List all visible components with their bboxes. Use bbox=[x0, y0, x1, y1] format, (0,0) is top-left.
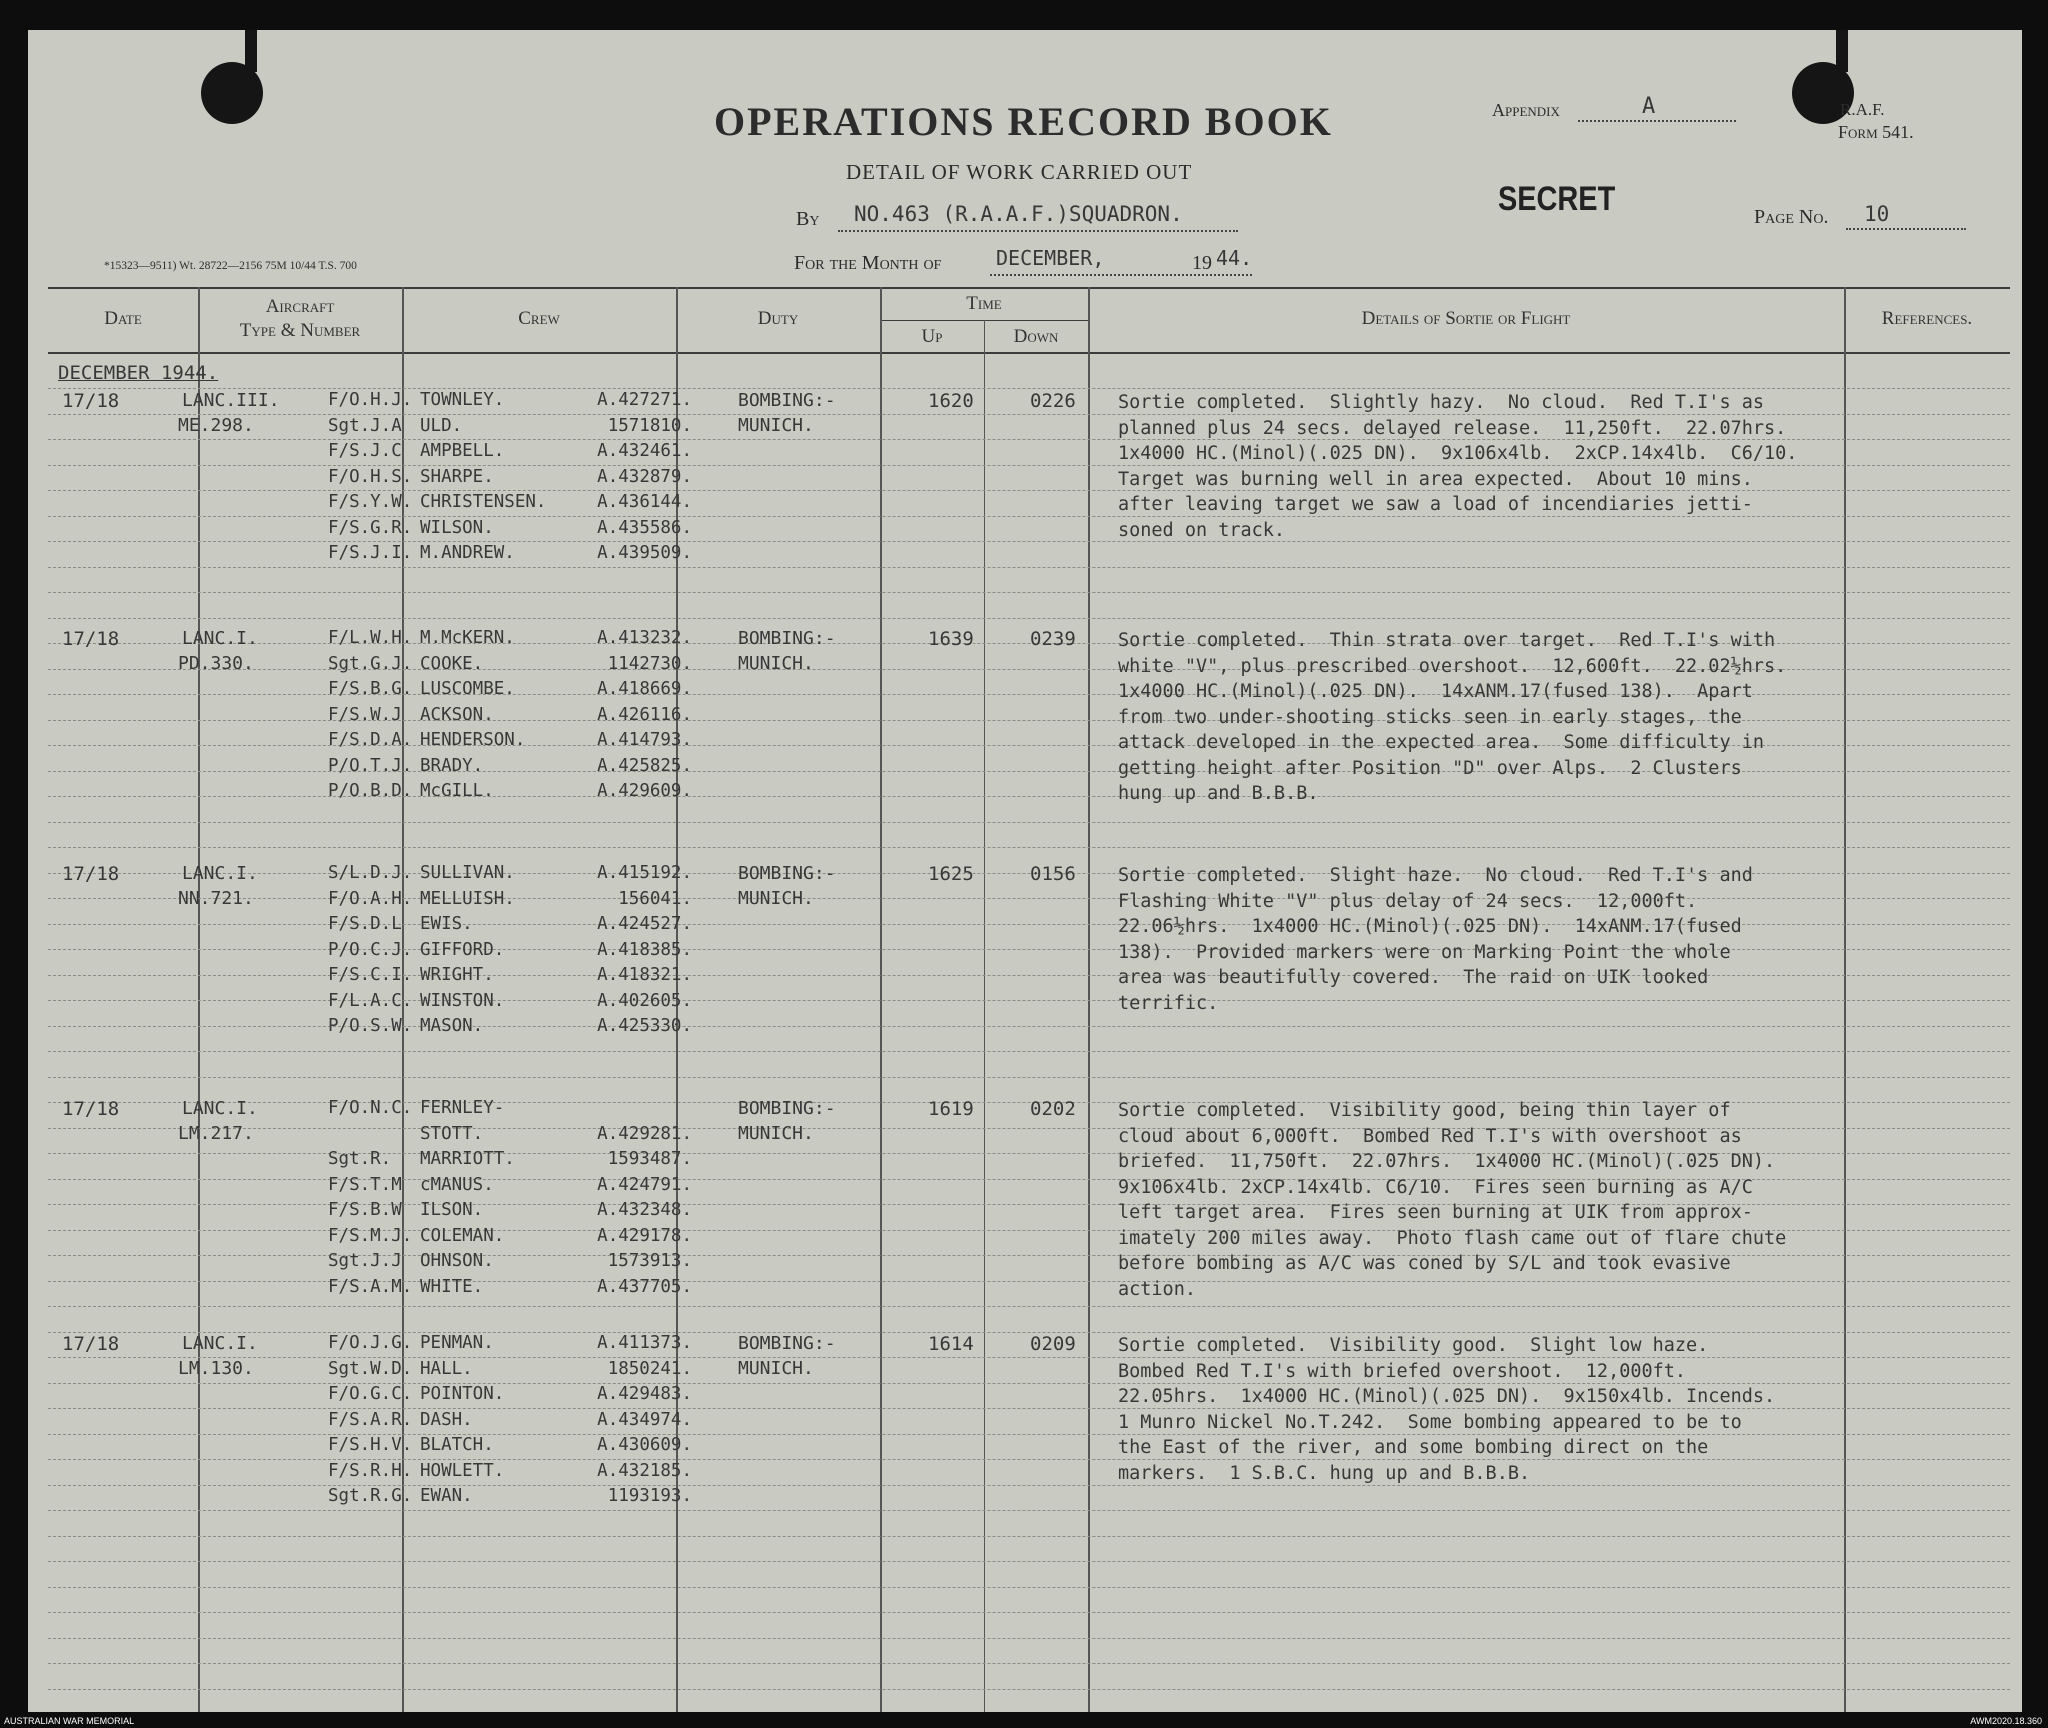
crew-rank: F/S.W.J bbox=[328, 704, 402, 725]
appendix-value: A bbox=[1642, 94, 1656, 119]
crew-service-number: A.432461. bbox=[597, 441, 692, 461]
crew-service-number: A.429281. bbox=[597, 1123, 692, 1144]
crew-service-number: A.413232. bbox=[597, 628, 692, 648]
crew-service-number: 1142730. bbox=[607, 653, 692, 674]
by-dotline bbox=[838, 230, 1238, 232]
crew-name: ULD. bbox=[420, 415, 463, 436]
time-up: 1619 bbox=[928, 1098, 974, 1120]
crew-rank: Sgt.J.J bbox=[328, 1251, 402, 1271]
column-header-time: Time bbox=[966, 293, 1002, 314]
crew-rank: F/S.B.W bbox=[328, 1200, 402, 1220]
ruled-line bbox=[48, 822, 2010, 823]
sortie-detail-line: 1 Munro Nickel No.T.242. Some bombing appeared to be to bbox=[1118, 1411, 1742, 1433]
crew-service-number: A.418321. bbox=[597, 965, 692, 985]
crew-name: M.ANDREW. bbox=[420, 543, 515, 563]
crew-rank: F/S.Y.W. bbox=[328, 492, 413, 512]
crew-name: MARRIOTT. bbox=[420, 1149, 515, 1169]
aircraft-number: LM.130. bbox=[178, 1358, 254, 1379]
crew-name: BRADY. bbox=[420, 755, 484, 776]
ruled-line bbox=[48, 1689, 2010, 1690]
form-label-number: Form 541. bbox=[1838, 122, 1914, 142]
crew-rank: F/S.C.I. bbox=[328, 965, 413, 985]
entry-date: 17/18 bbox=[62, 1098, 120, 1120]
month-dotline bbox=[990, 274, 1252, 276]
sortie-detail-line: getting height after Position "D" over Alps. 2 Clusters bbox=[1118, 757, 1742, 779]
crew-service-number: A.414793. bbox=[597, 730, 692, 750]
record-sheet bbox=[28, 30, 2022, 1712]
page-dotline bbox=[1846, 228, 1966, 230]
sortie-detail-line: soned on track. bbox=[1118, 519, 1286, 541]
crew-rank: F/S.H.V. bbox=[328, 1435, 413, 1455]
sortie-detail-line: before bombing as A/C was coned by S/L and took evasive bbox=[1118, 1253, 1731, 1274]
sortie-detail-line: from two under-shooting sticks seen in early stages, the bbox=[1118, 706, 1742, 728]
duty-target: MUNICH. bbox=[738, 888, 814, 909]
sortie-detail-line: Sortie completed. Thin strata over target. Red T.I's with bbox=[1118, 630, 1776, 651]
ruled-line bbox=[48, 1612, 2010, 1613]
sortie-detail-line: Sortie completed. Slightly hazy. No cloud. Red T.I's as bbox=[1118, 392, 1765, 413]
print-code: *15323—9511) Wt. 28722—2156 75M 10/44 T.S. 700 bbox=[104, 260, 357, 272]
crew-name: CHRISTENSEN. bbox=[420, 492, 547, 512]
time-up: 1620 bbox=[928, 390, 974, 412]
column-header-aircraft-1: Aircraft bbox=[265, 296, 335, 317]
crew-name: FERNLEY- bbox=[420, 1098, 505, 1118]
sortie-detail-line: 22.05hrs. 1x4000 HC.(Minol)(.025 DN). 9x150x4lb. Incends. bbox=[1118, 1386, 1776, 1407]
crew-name: HALL. bbox=[420, 1358, 473, 1379]
crew-rank: F/S.J.C bbox=[328, 441, 402, 461]
column-header-aircraft-2: Type & Number bbox=[239, 320, 361, 341]
aircraft-type: LANC.I. bbox=[182, 863, 258, 884]
crew-rank: Sgt.G.J. bbox=[328, 653, 413, 674]
sortie-detail-line: terrific. bbox=[1118, 992, 1219, 1014]
crew-service-number: A.424791. bbox=[597, 1174, 692, 1195]
crew-rank: F/S.G.R. bbox=[328, 517, 413, 538]
sortie-detail-line: attack developed in the expected area. Some difficulty in bbox=[1118, 732, 1765, 753]
aircraft-type: LANC.I. bbox=[182, 1098, 258, 1119]
ruled-line bbox=[48, 1051, 2010, 1052]
ruled-line bbox=[48, 618, 2010, 619]
crew-service-number: A.435586. bbox=[597, 517, 692, 538]
crew-rank: F/O.H.J. bbox=[328, 390, 413, 410]
sortie-detail-line: Target was burning well in area expected. About 10 mins. bbox=[1118, 468, 1753, 490]
footer-credit: AUSTRALIAN WAR MEMORIAL bbox=[4, 1716, 135, 1726]
crew-name: HOWLETT. bbox=[420, 1460, 505, 1481]
sortie-detail-line: hung up and B.B.B. bbox=[1118, 783, 1319, 804]
crew-rank: F/S.A.M. bbox=[328, 1276, 413, 1297]
crew-service-number: A.418669. bbox=[597, 679, 692, 699]
form-label-raf: R.A.F. bbox=[1840, 100, 1885, 119]
crew-rank: P/O.B.D. bbox=[328, 781, 413, 801]
sortie-detail-line: Bombed Red T.I's with briefed overshoot. 12,000ft. bbox=[1118, 1360, 1687, 1382]
crew-name: TOWNLEY. bbox=[420, 390, 505, 410]
crew-name: OHNSON. bbox=[420, 1251, 494, 1271]
time-down: 0202 bbox=[1030, 1098, 1076, 1120]
crew-name: DASH. bbox=[420, 1409, 473, 1430]
time-down: 0226 bbox=[1030, 390, 1076, 412]
appendix-dotline bbox=[1578, 120, 1736, 122]
crew-name: SULLIVAN. bbox=[420, 863, 515, 883]
ruled-line bbox=[48, 847, 2010, 848]
crew-name: GIFFORD. bbox=[420, 939, 505, 960]
crew-rank: F/O.A.H. bbox=[328, 888, 413, 909]
crew-service-number: A.437705. bbox=[597, 1276, 692, 1297]
crew-rank: P/O.C.J. bbox=[328, 939, 413, 960]
crew-name: COOKE. bbox=[420, 653, 484, 674]
aircraft-number: ME.298. bbox=[178, 415, 254, 436]
table-top-rule bbox=[48, 287, 2010, 289]
ruled-line bbox=[48, 541, 2010, 542]
crew-name: AMPBELL. bbox=[420, 441, 505, 461]
ruled-line bbox=[48, 1510, 2010, 1511]
ruled-line bbox=[48, 1536, 2010, 1537]
secret-stamp: SECRET bbox=[1498, 180, 1616, 218]
column-header-details: Details of Sortie or Flight bbox=[1361, 308, 1571, 329]
ruled-line bbox=[48, 592, 2010, 593]
column-header-crew: Crew bbox=[518, 308, 560, 329]
crew-name: COLEMAN. bbox=[420, 1225, 505, 1246]
column-header-duty: Duty bbox=[757, 308, 799, 329]
crew-service-number: 1850241. bbox=[607, 1358, 692, 1379]
ruled-line bbox=[48, 1077, 2010, 1078]
time-up: 1614 bbox=[928, 1333, 974, 1355]
sortie-detail-line: planned plus 24 secs. delayed release. 11,250ft. 22.07hrs. bbox=[1118, 417, 1787, 439]
crew-name: WHITE. bbox=[420, 1276, 484, 1297]
ruled-line bbox=[48, 1561, 2010, 1562]
sortie-detail-line: after leaving target we saw a load of incendiaries jetti- bbox=[1118, 494, 1753, 515]
crew-name: cMANUS. bbox=[420, 1174, 494, 1195]
sortie-detail-line: left target area. Fires seen burning at UIK from approx- bbox=[1118, 1202, 1753, 1223]
time-up: 1639 bbox=[928, 628, 974, 650]
crew-service-number: A.424527. bbox=[597, 914, 692, 934]
duty-target: MUNICH. bbox=[738, 653, 814, 674]
duty-type: BOMBING:- bbox=[738, 1333, 836, 1354]
crew-name: LUSCOMBE. bbox=[420, 679, 515, 699]
crew-name: WILSON. bbox=[420, 517, 494, 538]
document-subtitle: DETAIL OF WORK CARRIED OUT bbox=[846, 160, 1193, 184]
ruled-line bbox=[48, 567, 2010, 568]
column-header-down: Down bbox=[1013, 326, 1059, 347]
crew-rank: F/O.G.C. bbox=[328, 1384, 413, 1404]
crew-service-number: A.432185. bbox=[597, 1460, 692, 1481]
sortie-detail-line: cloud about 6,000ft. Bombed Red T.I's with overshoot as bbox=[1118, 1125, 1742, 1147]
crew-rank: F/S.T.M bbox=[328, 1174, 402, 1195]
sortie-detail-line: imately 200 miles away. Photo flash came out of flare chute bbox=[1118, 1227, 1787, 1249]
sortie-detail-line: 138). Provided markers were on Marking Point the whole bbox=[1118, 941, 1731, 963]
crew-service-number: A.418385. bbox=[597, 939, 692, 960]
aircraft-type: LANC.I. bbox=[182, 1333, 258, 1354]
crew-rank: F/L.A.C. bbox=[328, 990, 413, 1011]
sortie-detail-line: briefed. 11,750ft. 22.07hrs. 1x4000 HC.(Minol)(.025 DN). bbox=[1118, 1151, 1776, 1172]
crew-service-number: A.429483. bbox=[597, 1384, 692, 1404]
sortie-detail-line: Sortie completed. Visibility good. Slight low haze. bbox=[1118, 1335, 1709, 1356]
sortie-detail-line: 1x4000 HC.(Minol)(.025 DN). 9x106x4lb. 2xCP.14x4lb. C6/10. bbox=[1118, 443, 1798, 464]
crew-rank: F/O.J.G. bbox=[328, 1333, 413, 1353]
crew-rank: S/L.D.J. bbox=[328, 863, 413, 883]
appendix-label: Appendix bbox=[1492, 100, 1560, 120]
crew-name: SHARPE. bbox=[420, 466, 494, 487]
footer-accession: AWM2020.18.360 bbox=[1970, 1716, 2042, 1726]
column-header-up: Up bbox=[921, 326, 943, 347]
time-down: 0239 bbox=[1030, 628, 1076, 650]
aircraft-number: NN.721. bbox=[178, 888, 254, 909]
sortie-detail-line: action. bbox=[1118, 1278, 1196, 1300]
binder-hole-left bbox=[201, 62, 263, 124]
page-number: 10 bbox=[1864, 202, 1890, 226]
aircraft-number: LM.217. bbox=[178, 1123, 254, 1144]
crew-service-number: A.434974. bbox=[597, 1409, 692, 1430]
duty-type: BOMBING:- bbox=[738, 628, 836, 649]
crew-name: STOTT. bbox=[420, 1123, 484, 1144]
squadron-name: NO.463 (R.A.A.F.)SQUADRON. bbox=[854, 202, 1183, 226]
section-label: DECEMBER 1944. bbox=[58, 362, 219, 384]
duty-type: BOMBING:- bbox=[738, 390, 836, 411]
crew-name: EWAN. bbox=[420, 1486, 473, 1506]
ruled-line bbox=[48, 1306, 2010, 1307]
duty-target: MUNICH. bbox=[738, 1123, 814, 1144]
crew-rank: F/O.N.C. bbox=[328, 1098, 413, 1118]
year-prefix: 19 bbox=[1192, 252, 1212, 274]
crew-name: ACKSON. bbox=[420, 704, 494, 725]
column-header-date: Date bbox=[104, 308, 142, 329]
crew-name: PENMAN. bbox=[420, 1333, 494, 1353]
crew-rank: F/S.M.J. bbox=[328, 1225, 413, 1246]
crew-service-number: A.432879. bbox=[597, 466, 692, 487]
crew-service-number: 1573913. bbox=[607, 1251, 692, 1271]
sortie-detail-line: 22.06½hrs. 1x4000 HC.(Minol)(.025 DN). 14xANM.17(fused bbox=[1118, 916, 1742, 937]
crew-rank: F/S.J.I. bbox=[328, 543, 413, 563]
crew-service-number: A.439509. bbox=[597, 543, 692, 563]
duty-type: BOMBING:- bbox=[738, 1098, 836, 1119]
crew-name: WINSTON. bbox=[420, 990, 505, 1011]
sortie-detail-line: Flashing White "V" plus delay of 24 secs. 12,000ft. bbox=[1118, 890, 1698, 912]
crew-service-number: A.415192. bbox=[597, 863, 692, 883]
crew-name: M.McKERN. bbox=[420, 628, 515, 648]
crew-service-number: A.429609. bbox=[597, 781, 692, 801]
crew-name: POINTON. bbox=[420, 1384, 505, 1404]
crew-name: MELLUISH. bbox=[420, 888, 515, 909]
column-header-references: References. bbox=[1881, 308, 1973, 329]
entry-date: 17/18 bbox=[62, 390, 120, 412]
crew-rank: F/L.W.H. bbox=[328, 628, 413, 648]
crew-rank: Sgt.W.D. bbox=[328, 1358, 413, 1379]
crew-name: WRIGHT. bbox=[420, 965, 494, 985]
time-down: 0156 bbox=[1030, 863, 1076, 885]
crew-service-number: A.426116. bbox=[597, 704, 692, 725]
sortie-detail-line: markers. 1 S.B.C. hung up and B.B.B. bbox=[1118, 1462, 1531, 1484]
crew-service-number: A.425825. bbox=[597, 755, 692, 776]
crew-service-number: A.436144. bbox=[597, 492, 692, 512]
entry-date: 17/18 bbox=[62, 863, 120, 885]
crew-rank: F/S.D.L bbox=[328, 914, 402, 934]
crew-rank: Sgt.R. bbox=[328, 1149, 392, 1169]
duty-target: MUNICH. bbox=[738, 415, 814, 436]
crew-service-number: 1193193. bbox=[607, 1486, 692, 1506]
crew-service-number: 156041. bbox=[618, 888, 692, 909]
crew-rank: F/O.H.S. bbox=[328, 466, 413, 487]
crew-service-number: A.432348. bbox=[597, 1200, 692, 1220]
duty-type: BOMBING:- bbox=[738, 863, 836, 884]
crew-rank: Sgt.R.G. bbox=[328, 1486, 413, 1506]
entry-date: 17/18 bbox=[62, 1333, 120, 1355]
crew-rank: F/S.B.G. bbox=[328, 679, 413, 699]
crew-rank: P/O.T.J. bbox=[328, 755, 413, 776]
crew-name: MASON. bbox=[420, 1016, 484, 1036]
crew-service-number: A.429178. bbox=[597, 1225, 692, 1246]
aircraft-type: LANC.I. bbox=[182, 628, 258, 649]
ruled-line bbox=[48, 1638, 2010, 1639]
sortie-detail-line: 1x4000 HC.(Minol)(.025 DN). 14xANM.17(fused 138). Apart bbox=[1118, 681, 1753, 702]
entry-date: 17/18 bbox=[62, 628, 120, 650]
document-title: OPERATIONS RECORD BOOK bbox=[714, 99, 1333, 144]
ruled-line bbox=[48, 388, 2010, 389]
year-suffix: 44. bbox=[1216, 246, 1253, 270]
by-label: By bbox=[796, 208, 820, 230]
time-down: 0209 bbox=[1030, 1333, 1076, 1355]
crew-name: BLATCH. bbox=[420, 1435, 494, 1455]
duty-target: MUNICH. bbox=[738, 1358, 814, 1379]
crew-name: McGILL. bbox=[420, 781, 494, 801]
crew-service-number: A.430609. bbox=[597, 1435, 692, 1455]
crew-rank: Sgt.J.A bbox=[328, 415, 402, 436]
crew-service-number: A.425330. bbox=[597, 1016, 692, 1036]
month-value: DECEMBER, bbox=[996, 246, 1105, 270]
sortie-detail-line: the East of the river, and some bombing direct on the bbox=[1118, 1437, 1709, 1458]
sortie-detail-line: area was beautifully covered. The raid on UIK looked bbox=[1118, 967, 1709, 988]
crew-rank: P/O.S.W. bbox=[328, 1016, 413, 1036]
crew-rank: F/S.A.R. bbox=[328, 1409, 413, 1430]
column-divider-up bbox=[984, 320, 985, 1712]
crew-rank: F/S.R.H. bbox=[328, 1460, 413, 1481]
crew-service-number: A.427271. bbox=[597, 390, 692, 410]
crew-name: EWIS. bbox=[420, 914, 473, 934]
sortie-detail-line: white "V", plus prescribed overshoot. 12,600ft. 22.02½hrs. bbox=[1118, 655, 1787, 677]
page-label: Page No. bbox=[1754, 206, 1829, 228]
crew-service-number: A.402605. bbox=[597, 990, 692, 1011]
crew-rank: F/S.D.A. bbox=[328, 730, 413, 750]
crew-name: HENDERSON. bbox=[420, 730, 526, 750]
crew-service-number: 1593487. bbox=[607, 1149, 692, 1169]
crew-service-number: 1571810. bbox=[607, 415, 692, 436]
aircraft-type: LANC.III. bbox=[182, 390, 280, 411]
crew-name: ILSON. bbox=[420, 1200, 484, 1220]
table-header-rule bbox=[48, 352, 2010, 354]
time-up: 1625 bbox=[928, 863, 974, 885]
ruled-line bbox=[48, 1663, 2010, 1664]
sortie-detail-line: Sortie completed. Visibility good, being thin layer of bbox=[1118, 1100, 1731, 1121]
aircraft-number: PD.330. bbox=[178, 653, 254, 674]
sortie-detail-line: Sortie completed. Slight haze. No cloud. Red T.I's and bbox=[1118, 865, 1753, 886]
crew-service-number: A.411373. bbox=[597, 1333, 692, 1353]
ruled-line bbox=[48, 1587, 2010, 1588]
month-label: For the Month of bbox=[794, 252, 942, 274]
sortie-detail-line: 9x106x4lb. 2xCP.14x4lb. C6/10. Fires seen burning as A/C bbox=[1118, 1176, 1753, 1198]
